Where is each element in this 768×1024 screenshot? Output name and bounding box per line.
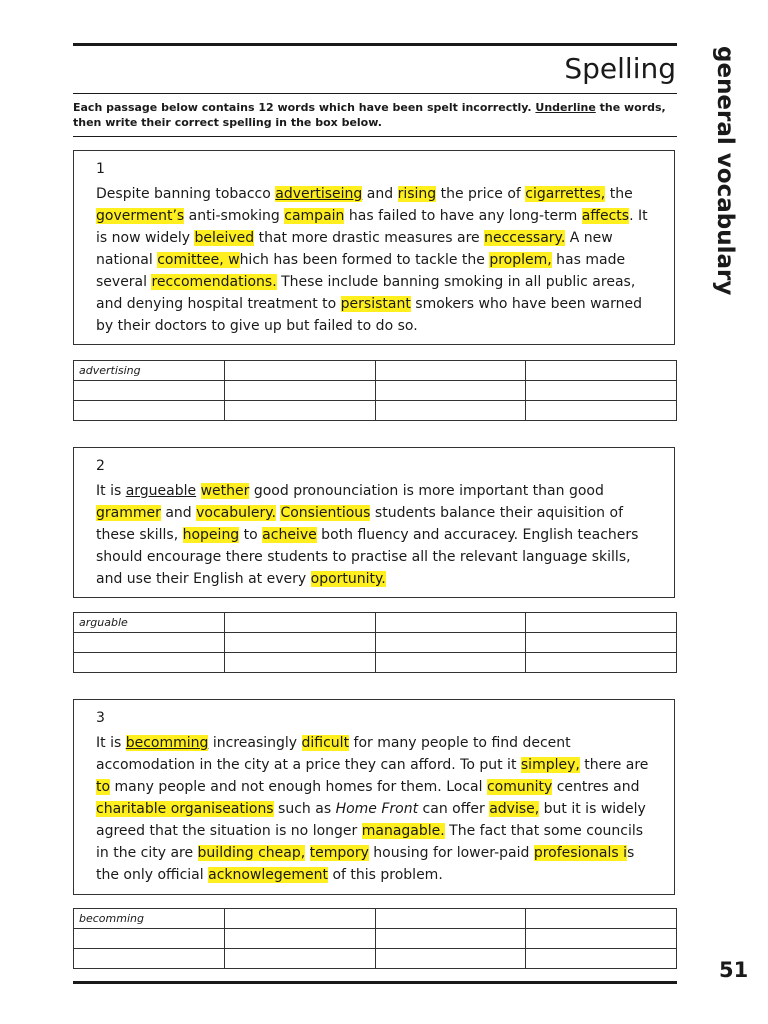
passage-segment: argueable: [125, 483, 197, 499]
answer-cell[interactable]: [526, 653, 677, 673]
answer-cell[interactable]: [224, 633, 375, 653]
passage-text[interactable]: [96, 183, 656, 337]
answer-cell[interactable]: [224, 929, 375, 949]
answer-grid-3: [73, 908, 677, 969]
passage-segment: the price of: [436, 186, 526, 202]
passage-3: [73, 699, 675, 895]
passage-segment: that more drastic measures are: [254, 230, 485, 246]
answer-cell[interactable]: [526, 381, 677, 401]
passage-segment: The fact that some councils in the city are: [96, 823, 644, 861]
highlighted-word[interactable]: oportunity.: [310, 571, 386, 587]
passage-segment: and: [160, 505, 197, 521]
answer-cell[interactable]: [526, 633, 677, 653]
passage-segment: of this problem.: [328, 867, 443, 883]
answer-cell[interactable]: [224, 909, 375, 929]
passage-segment: s the only official: [96, 845, 635, 883]
instructions-underline-word: Underline: [535, 101, 596, 114]
answer-grid-2: [73, 612, 677, 673]
answer-cell[interactable]: [526, 401, 677, 421]
answer-cell[interactable]: [224, 613, 375, 633]
answer-row: [74, 633, 677, 653]
passage-segment: both fluency and accuracey. English teachers should encourage there students to practise all the relevant language skills, and use their English at every: [96, 527, 639, 587]
highlighted-word[interactable]: comittee, w: [157, 252, 240, 268]
answer-grid-1: [73, 360, 677, 421]
passage-segment: there are: [579, 757, 649, 773]
highlighted-word[interactable]: wether: [200, 483, 250, 499]
answer-cell[interactable]: [526, 909, 677, 929]
passage-segment: housing for lower-paid: [368, 845, 534, 861]
highlighted-word[interactable]: managable.: [361, 823, 445, 839]
answer-cell[interactable]: [375, 381, 526, 401]
passage-segment: [196, 483, 200, 499]
passage-segment: . It is now widely: [96, 208, 648, 246]
highlighted-word[interactable]: campain: [284, 208, 345, 224]
highlighted-word[interactable]: goverment’s: [96, 208, 185, 224]
highlighted-word[interactable]: cigarrettes,: [525, 186, 606, 202]
passage-segment: Home Front: [335, 801, 419, 817]
answer-cell[interactable]: [375, 929, 526, 949]
answer-cell[interactable]: [74, 653, 225, 673]
answer-cell[interactable]: [224, 653, 375, 673]
page-number: 51: [719, 958, 749, 982]
answer-cell[interactable]: [375, 633, 526, 653]
highlighted-word[interactable]: acheive: [262, 527, 317, 543]
highlighted-word[interactable]: profesionals i: [533, 845, 628, 861]
answer-row: [74, 653, 677, 673]
passage-segment: hich has been formed to tackle the: [239, 252, 490, 268]
answer-cell[interactable]: [224, 401, 375, 421]
answer-cell[interactable]: [74, 633, 225, 653]
passage-segment: It is: [96, 483, 126, 499]
answer-row: [74, 401, 677, 421]
highlighted-word[interactable]: building cheap,: [197, 845, 306, 861]
passage-2: [73, 447, 675, 598]
passage-number: 2: [96, 458, 105, 474]
answer-cell[interactable]: [526, 949, 677, 969]
highlighted-word[interactable]: dificult: [301, 735, 350, 751]
passage-text[interactable]: [96, 480, 656, 590]
highlighted-word[interactable]: persistant: [340, 296, 411, 312]
passage-segment: has made several: [96, 252, 626, 290]
passage-number: 3: [96, 710, 105, 726]
answer-cell[interactable]: [74, 381, 225, 401]
title-rule: [73, 93, 677, 94]
side-section-label-text: general vocabulary: [712, 46, 738, 296]
highlighted-word[interactable]: neccessary.: [484, 230, 566, 246]
answer-row: [74, 613, 677, 633]
passage-segment: Despite banning tobacco: [96, 186, 276, 202]
highlighted-word[interactable]: comunity: [486, 779, 553, 795]
highlighted-word[interactable]: vocabulery.: [196, 505, 277, 521]
passage-segment: but it is widely agreed that the situation is no longer: [96, 801, 646, 839]
passage-segment: These include banning smoking in all public areas, and denying hospital treatment to: [96, 274, 636, 312]
highlighted-word[interactable]: proplem,: [489, 252, 552, 268]
highlighted-word[interactable]: hopeing: [182, 527, 240, 543]
passage-segment: such as: [273, 801, 336, 817]
answer-cell[interactable]: [526, 613, 677, 633]
passage-segment: can offer: [418, 801, 490, 817]
answer-cell[interactable]: [74, 929, 225, 949]
answer-cell[interactable]: [526, 929, 677, 949]
highlighted-word[interactable]: to: [96, 779, 111, 795]
highlighted-word[interactable]: advise,: [489, 801, 540, 817]
passage-segment: centres and: [552, 779, 640, 795]
passage-segment: students balance their aquisition of these skills,: [96, 505, 623, 543]
answer-cell[interactable]: [224, 361, 375, 381]
highlighted-word[interactable]: charitable organiseations: [96, 801, 274, 817]
page-title: Spelling: [564, 52, 676, 85]
passage-segment: and: [362, 186, 398, 202]
highlighted-word[interactable]: becomming: [125, 735, 209, 751]
passage-number: 1: [96, 161, 105, 177]
passage-segment: the: [605, 186, 633, 202]
instructions-part2: the words, then write their correct spelling in the box below.: [73, 101, 666, 129]
answer-cell[interactable]: [375, 613, 526, 633]
highlighted-word[interactable]: tempory: [309, 845, 369, 861]
passage-segment: smokers who have been warned by their doctors to give up but failed to do so.: [96, 296, 642, 334]
passage-segment: anti-smoking: [184, 208, 285, 224]
highlighted-word[interactable]: reccomendations.: [151, 274, 277, 290]
highlighted-word[interactable]: affects: [581, 208, 630, 224]
highlighted-word[interactable]: simpley,: [520, 757, 580, 773]
answer-cell[interactable]: [526, 361, 677, 381]
instructions-part1: Each passage below contains 12 words which have been spelt incorrectly.: [73, 101, 536, 114]
passage-segment: [305, 845, 309, 861]
instructions: [73, 100, 677, 130]
answer-row: [74, 949, 677, 969]
answer-cell[interactable]: [375, 653, 526, 673]
bottom-rule: [73, 981, 677, 984]
answer-cell[interactable]: [375, 909, 526, 929]
passage-segment: A new national: [96, 230, 613, 268]
highlighted-word[interactable]: rising: [397, 186, 437, 202]
passage-segment: increasingly: [208, 735, 302, 751]
answer-cell[interactable]: [375, 401, 526, 421]
answer-cell[interactable]: [224, 381, 375, 401]
answer-row: [74, 361, 677, 381]
side-section-label: [694, 46, 744, 296]
answer-cell[interactable]: [74, 401, 225, 421]
answer-cell[interactable]: [375, 361, 526, 381]
instructions-rule: [73, 136, 677, 137]
answer-cell[interactable]: arguable: [74, 613, 225, 633]
top-rule: [73, 43, 677, 46]
highlighted-word[interactable]: grammer: [96, 505, 161, 521]
answer-row: [74, 909, 677, 929]
passage-segment: has failed to have any long-term: [344, 208, 582, 224]
passage-text[interactable]: [96, 732, 656, 886]
passage-segment: many people and not enough homes for them. Local: [110, 779, 487, 795]
passage-segment: to: [239, 527, 263, 543]
answer-cell[interactable]: [375, 949, 526, 969]
highlighted-word[interactable]: beleived: [194, 230, 255, 246]
answer-cell[interactable]: advertising: [74, 361, 225, 381]
highlighted-word[interactable]: advertiseing: [275, 186, 363, 202]
answer-row: [74, 381, 677, 401]
answer-cell[interactable]: becomming: [74, 909, 225, 929]
passage-1: [73, 150, 675, 345]
passage-segment: for many people to find decent accomodation in the city at a price they can afford. To put it: [96, 735, 571, 773]
highlighted-word[interactable]: Consientious: [280, 505, 371, 521]
passage-segment: good pronounciation is more important than good: [249, 483, 604, 499]
highlighted-word[interactable]: acknowlegement: [208, 867, 328, 883]
answer-row: [74, 929, 677, 949]
answer-cell[interactable]: [224, 949, 375, 969]
passage-segment: It is: [96, 735, 126, 751]
answer-cell[interactable]: [74, 949, 225, 969]
